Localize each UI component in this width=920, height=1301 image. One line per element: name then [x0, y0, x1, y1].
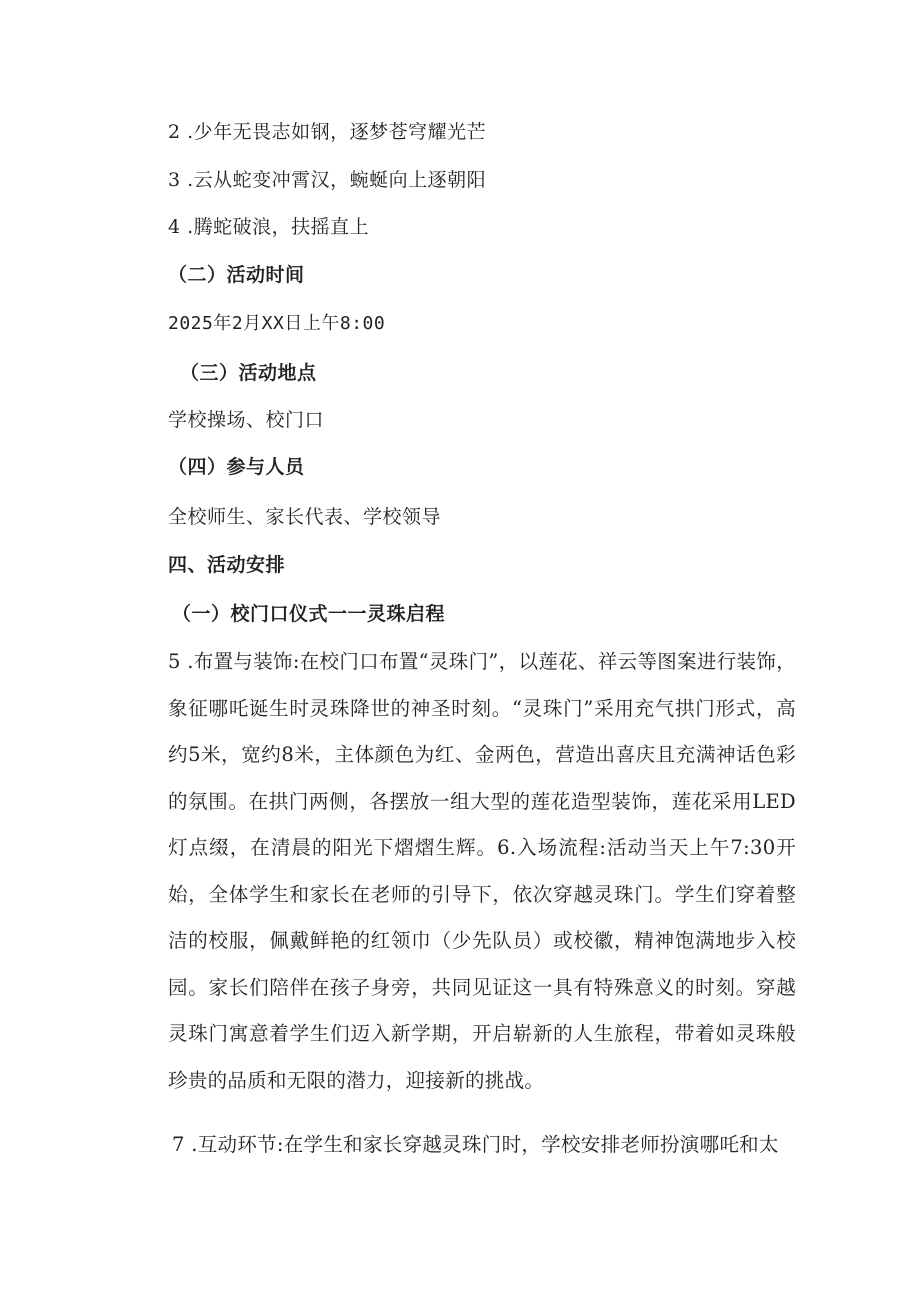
section-body-time: 2025年2月XX日上午8:00	[168, 313, 386, 334]
paragraph-5: 5 .布置与装饰:在校门口布置“灵珠门”，以莲花、祥云等图案进行装饰，象征哪吒诞生时灵珠降世的神圣时刻。“灵珠门”采用充气拱门形式，高约5米，宽约8米，主体颜色为红、金两色，营造出喜庆且充满神话色彩的氛围。在拱门两侧，各摆放一组大型的莲花造型装饰，莲花采用LED灯点缀，在清晨的阳光下熠熠生辉。6.入场流程:活动当天上午7:30开始，全体学生和家长在老师的引导下，依次穿越灵珠门。学生们穿着整洁的校服，佩戴鲜艳的红领巾（少先队员）或校徽，精神饱满地步入校园。家长们陪伴在孩子身旁，共同见证这一具有特殊意义的时刻。穿越灵珠门寓意着学生们迈入新学期，开启崭新的人生旅程，带着如灵珠般珍贵的品质和无限的潜力，迎接新的挑战。	[168, 650, 796, 1092]
list-item-4: 4 .腾蛇破浪，扶摇直上	[168, 216, 370, 238]
section-body-people: 全校师生、家长代表、学校领导	[168, 506, 442, 528]
list-item-3: 3 .云从蛇变冲霄汉，蜿蜒向上逐朝阳	[168, 169, 487, 191]
list-item-2: 2 .少年无畏志如钢，逐梦苍穹耀光芒	[168, 121, 487, 143]
section-heading-time: （二）活动时间	[168, 264, 305, 286]
section-body-place: 学校操场、校门口	[168, 409, 325, 431]
subsection-heading-gate-ceremony: （一）校门口仪式一一灵珠启程	[172, 603, 446, 625]
section-heading-place: （三）活动地点	[180, 362, 317, 384]
section-heading-arrangement: 四、活动安排	[168, 554, 286, 576]
section-heading-people: （四）参与人员	[168, 456, 305, 478]
paragraph-7: 7 .互动环节:在学生和家长穿越灵珠门时，学校安排老师扮演哪吒和太	[172, 1133, 779, 1156]
